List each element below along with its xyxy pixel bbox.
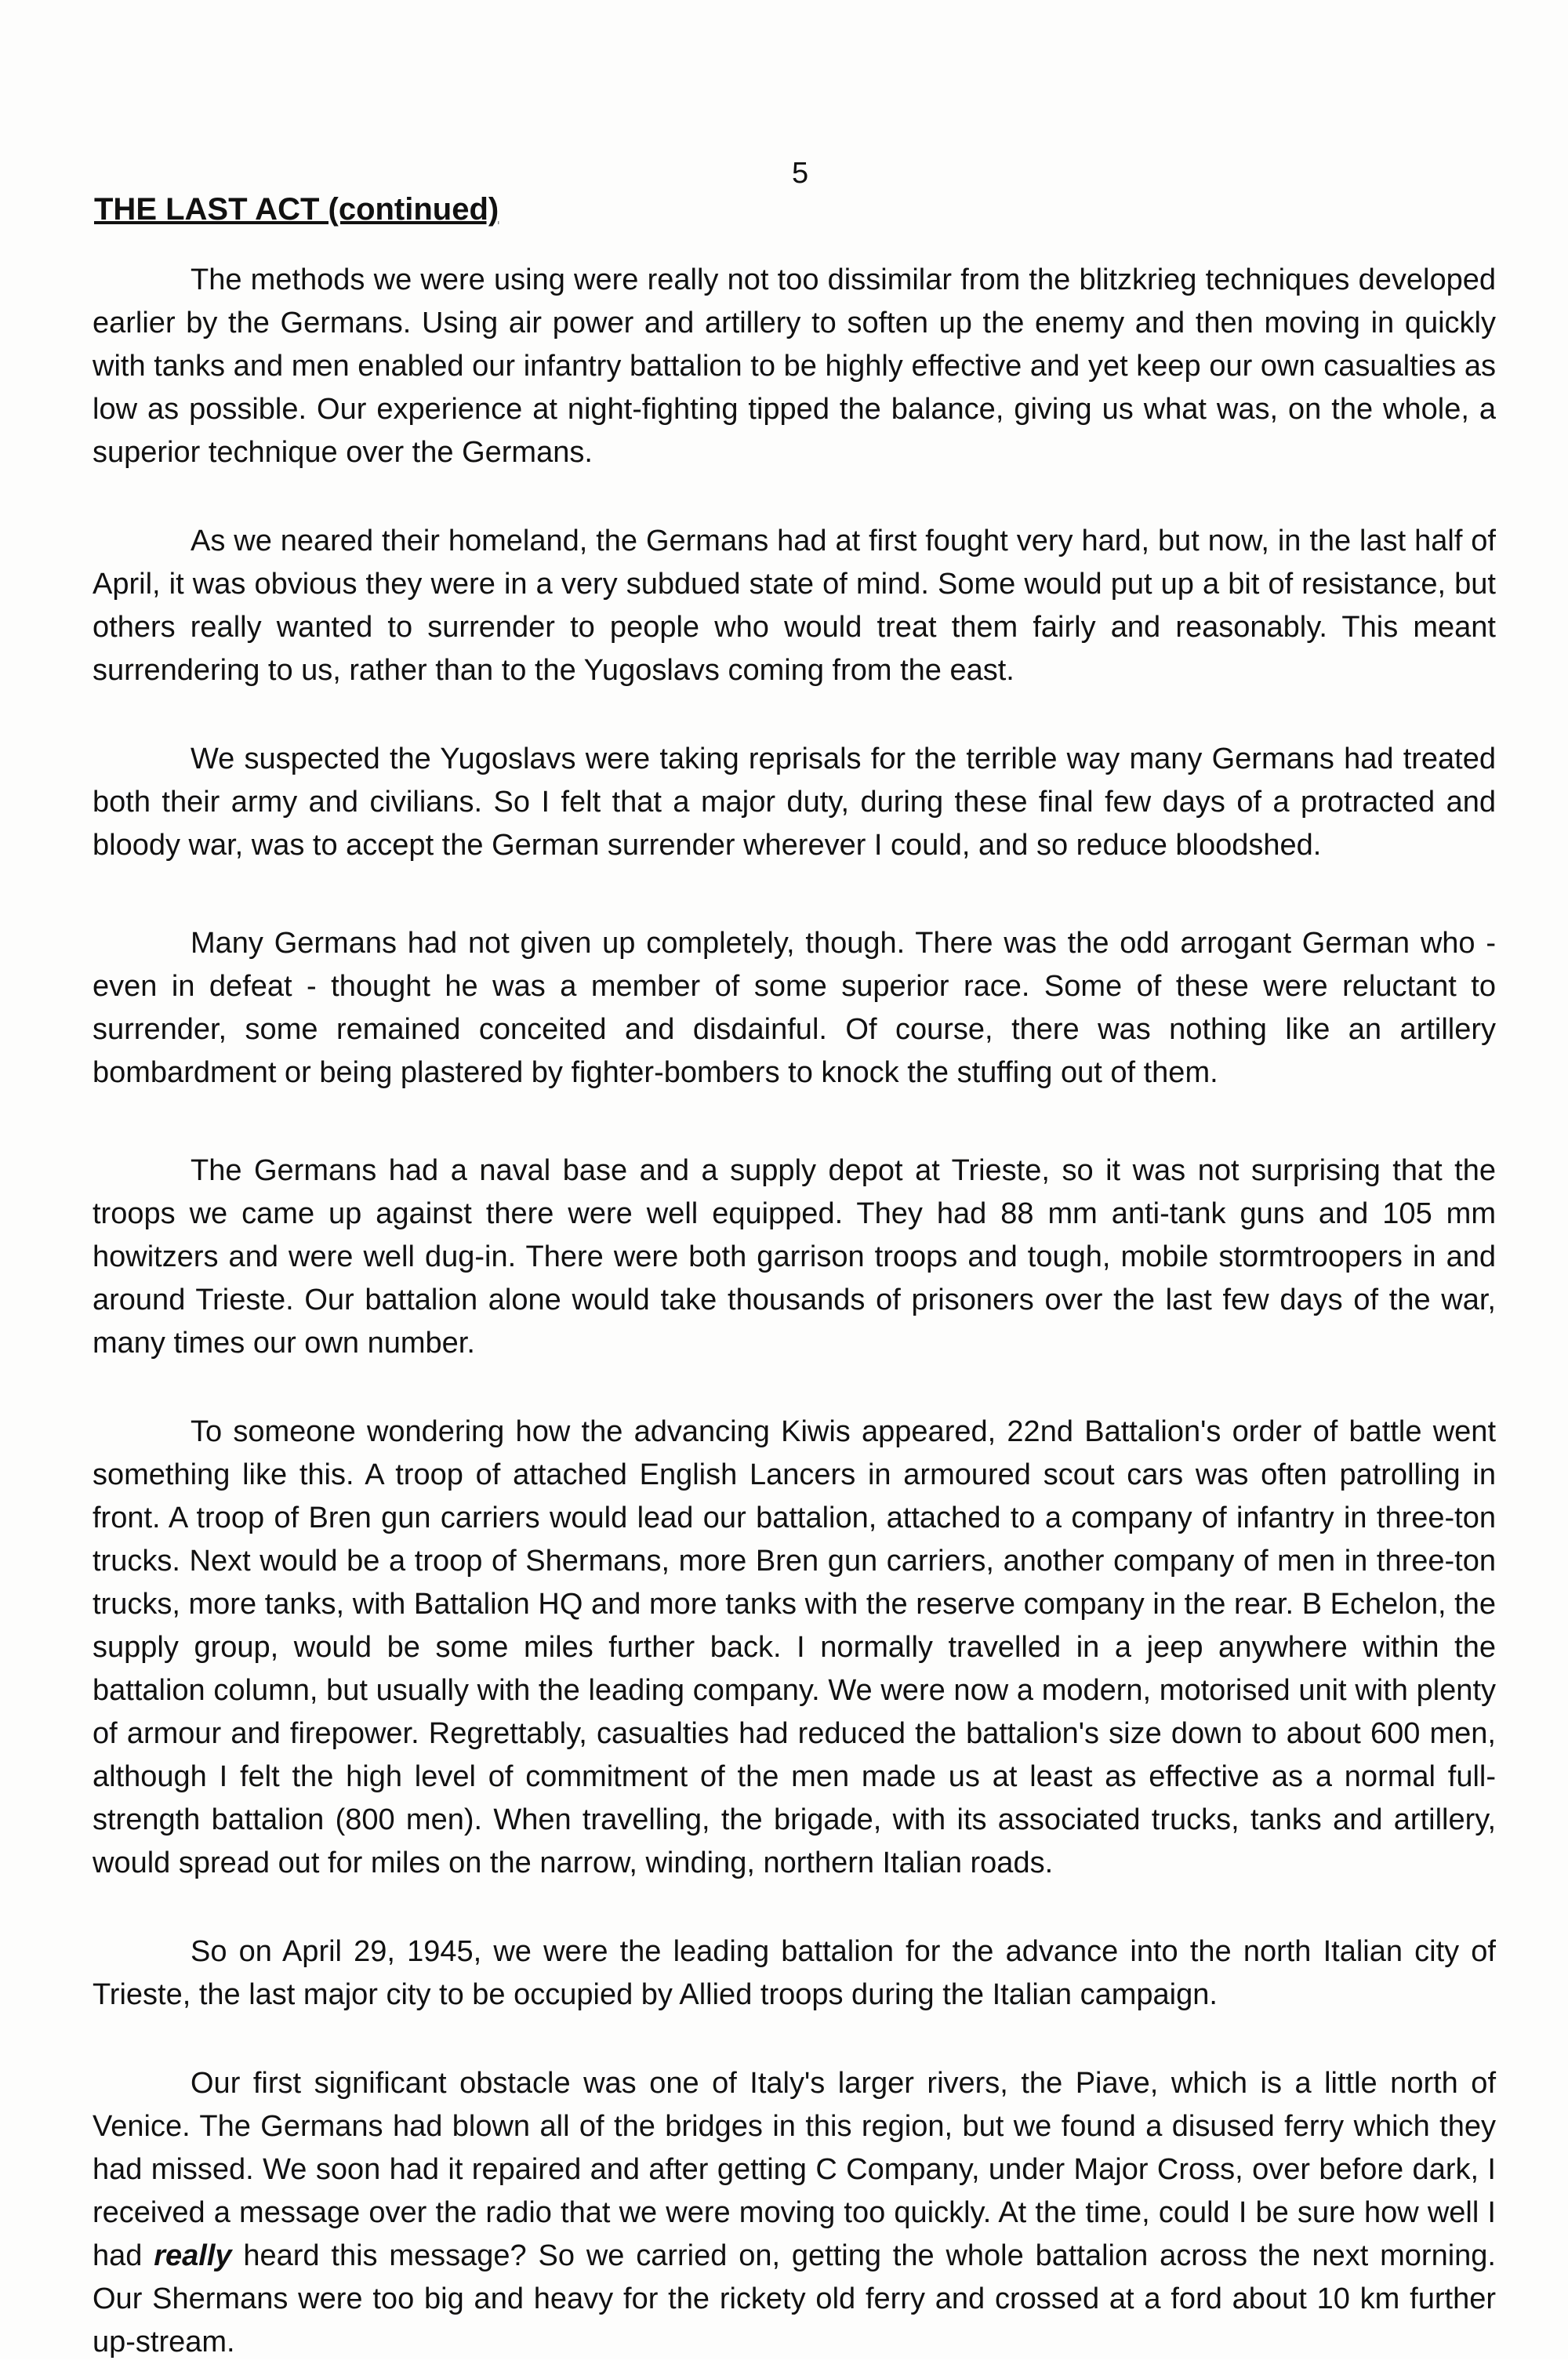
paragraph-germans-subdued: As we neared their homeland, the Germans had at first fought very hard, but now, in the last half of April, it was obvious they were in a very subdued state of mind. Some would put up a bit of resistance, but others really wanted to surrender to people who would treat them fairly and reasonably. This meant surrendering to us, rather than to the Yugoslavs coming from the east. — [93, 525, 1496, 687]
paragraph-piave-crossing — [93, 2062, 1496, 2364]
paragraph-blitzkrieg-methods: The methods we were using were really not too dissimilar from the blitzkrieg techniques developed earlier by the Germans. Using air power and artillery to soften up the enemy and then moving in quickly with tanks and men enabled our infantry battalion to be highly effective and yet keep our own casualties as low as possible. Our experience at night-fighting tipped the balance, giving us what was, on the whole, a superior technique over the Germans. — [93, 263, 1496, 469]
paragraph-yugoslav-reprisals: We suspected the Yugoslavs were taking reprisals for the terrible way many Germans had treated both their army and civilians. So I felt that a major duty, during these final few days of a protracted and bloody war, was to accept the German surrender wherever I could, and so reduce bloodshed. — [93, 743, 1496, 862]
paragraph-order-of-battle: To someone wondering how the advancing Kiwis appeared, 22nd Battalion's order of battle went something like this. A troop of attached English Lancers in armoured scout cars was often patrolling in front. A troop of Bren gun carriers would lead our battalion, attached to a company of infantry in three-ton trucks. Next would be a troop of Shermans, more Bren gun carriers, another company of men in three-ton trucks, more tanks, with Battalion HQ and more tanks with the reserve company in the rear. B Echelon, the supply group, would be some miles further back. I normally travelled in a jeep anywhere within the battalion column, but usually with the leading company. We were now a modern, motorised unit with plenty of armour and firepower. Regrettably, casualties had reduced the battalion's size down to about 600 men, although I felt the high level of commitment of the men made us at least as effective as a normal full-strength battalion (800 men). When travelling, the brigade, with its associated trucks, tanks and artillery, would spread out for miles on the narrow, winding, northern Italian roads. — [93, 1415, 1496, 1879]
paragraph-trieste-defences: The Germans had a naval base and a supply depot at Trieste, so it was not surprising that the troops we came up against there were well equipped. They had 88 mm anti-tank guns and 105 mm howitzers and were well dug-in. There were both garrison troops and tough, mobile stormtroopers in and around Trieste. Our battalion alone would take thousands of prisoners over the last few days of the war, many times our own number. — [93, 1154, 1496, 1360]
paragraph-arrogant-germans: Many Germans had not given up completely, though. There was the odd arrogant German who - even in defeat - thought he was a member of some superior race. Some of these were reluctant to surrender, some remained conceited and disdainful. Of course, there was nothing like an artillery bombardment or being plastered by fighter-bombers to knock the stuffing out of them. — [93, 927, 1496, 1089]
section-heading: THE LAST ACT (continued) — [94, 192, 499, 227]
page-number: 5 — [792, 157, 809, 190]
paragraph-advance-on-trieste: So on April 29, 1945, we were the leading battalion for the advance into the north Italian city of Trieste, the last major city to be occupied by Allied troops during the Italian campaign. — [93, 1935, 1496, 2011]
body-text — [93, 259, 1496, 2364]
piave-text-after: heard this message? So we carried on, getting the whole battalion across the next morning. Our Shermans were too big and heavy for the rickety old ferry and crossed at a ford about 10 km further up-stream. — [93, 2239, 1496, 2359]
emphasis-really: really — [154, 2239, 232, 2272]
piave-text-before: Our first significant obstacle was one of Italy's larger rivers, the Piave, which is a little north of Venice. The Germans had blown all of the bridges in this region, but we found a disused ferry which they had missed. We soon had it repaired and after getting C Company, under Major Cross, over before dark, I received a message over the radio that we were moving too quickly. At the time, could I be sure how well I had — [93, 2067, 1496, 2272]
